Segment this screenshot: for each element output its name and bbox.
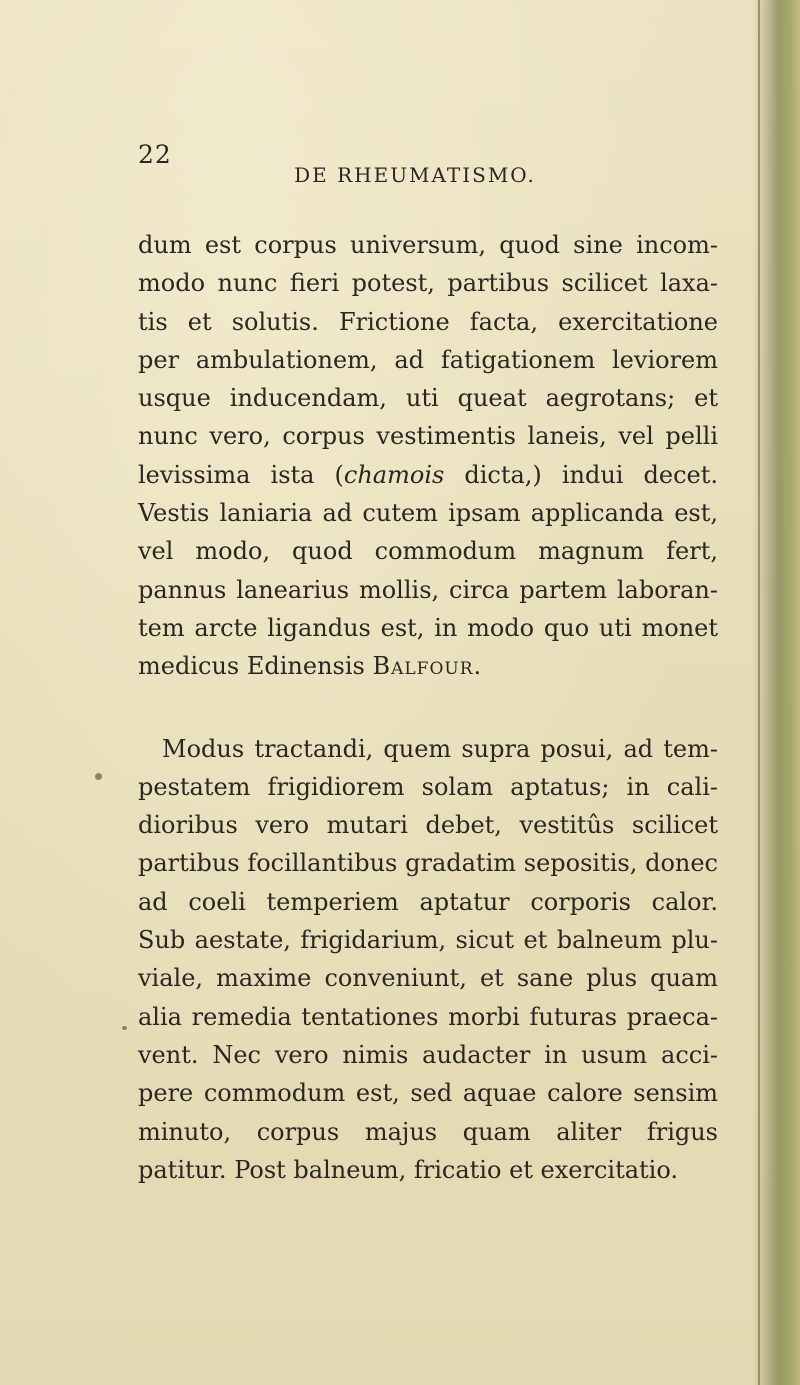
text-line: Sub aestate, frigidarium, sicut et balneum plu- [138, 926, 718, 955]
text-line: pere commodum est, sed aquae calore sensim [138, 1079, 718, 1108]
text-line: nunc vero, corpus vestimentis laneis, vel pelli [138, 422, 718, 451]
text-line [138, 647, 718, 685]
running-head: DE RHEUMATISMO. [294, 163, 536, 187]
text-line: partibus focillantibus gradatim sepositis, donec [138, 849, 718, 878]
text-line: Vestis laniaria ad cutem ipsam applicanda est, [138, 499, 718, 528]
text-line: ad coeli temperiem aptatur corporis calor. [138, 887, 718, 916]
paper-spot [122, 1026, 127, 1030]
author-name: Balfour [372, 652, 474, 681]
paragraph-gap [138, 686, 718, 730]
text-line: viale, maxime conveniunt, et sane plus quam [138, 964, 718, 993]
text-segment: levissima ista ( [138, 460, 344, 489]
text-line: pestatem frigidiorem solam aptatus; in cali- [138, 772, 718, 801]
text-line: usque inducendam, uti queat aegrotans; et [138, 384, 718, 413]
text-line: minuto, corpus majus quam aliter frigus [138, 1117, 718, 1146]
text-line: dum est corpus universum, quod sine incom- [138, 231, 718, 259]
text-segment: medicus Edinensis [138, 652, 373, 681]
text-line: pannus lanearius mollis, circa partem laboran- [138, 575, 718, 604]
paragraph-2 [138, 730, 718, 1190]
text-line: alia remedia tentationes morbi futuras praeca- [138, 1002, 718, 1031]
body-text [138, 226, 718, 1189]
text-segment: . [473, 652, 482, 681]
text-line: Modus tractandi, quem supra posui, ad tem- [162, 734, 718, 763]
text-line: tis et solutis. Frictione facta, exercitatione [138, 307, 718, 336]
text-segment: dicta,) indui decet. [444, 460, 718, 489]
text-line: tem arcte ligandus est, in modo quo uti monet [138, 613, 718, 642]
text-line: modo nunc fieri potest, partibus scilicet laxa- [138, 269, 718, 298]
text-line: per ambulationem, ad fatigationem leviorem [138, 345, 718, 374]
text-line: patitur. Post balneum, fricatio et exercitatio. [138, 1155, 678, 1184]
paragraph-1 [138, 226, 718, 686]
text-line: vent. Nec vero nimis audacter in usum acci- [138, 1040, 718, 1069]
italic-term: chamois [343, 460, 445, 489]
text-line: vel modo, quod commodum magnum fert, [138, 537, 718, 566]
paper-spot [95, 773, 102, 780]
page-edge-line [758, 0, 760, 1385]
page-number: 22 [138, 140, 172, 169]
text-line [138, 456, 718, 494]
text-line: dioribus vero mutari debet, vestitûs scilicet [138, 811, 718, 840]
